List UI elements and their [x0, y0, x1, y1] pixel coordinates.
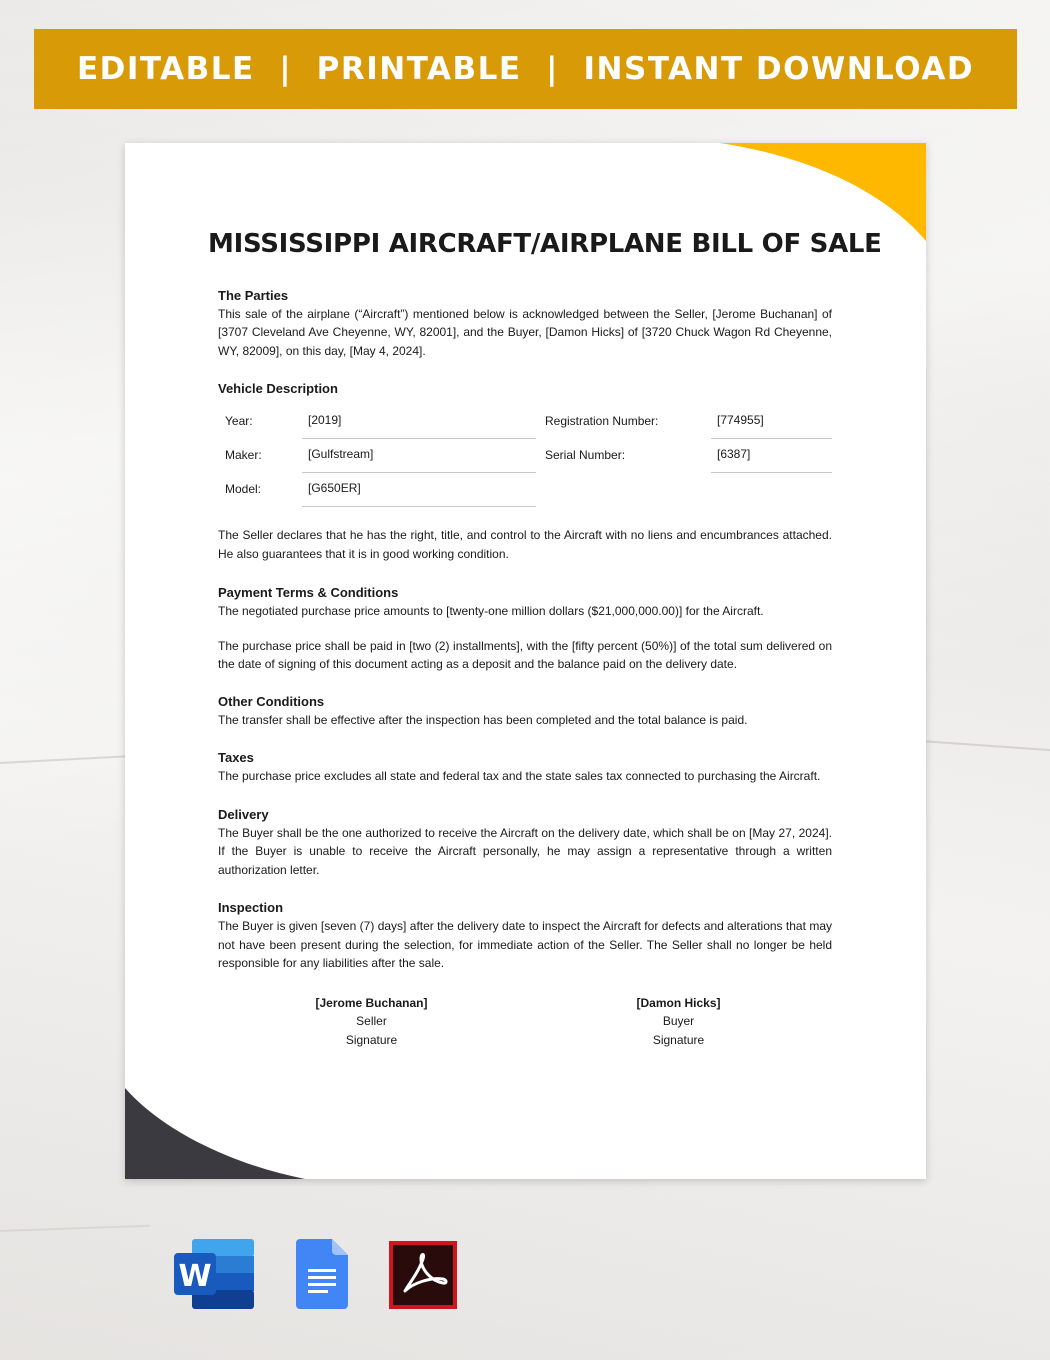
google-docs-icon[interactable]	[296, 1239, 348, 1309]
corner-swoosh-yellow	[720, 143, 926, 241]
section-heading-vehicle: Vehicle Description	[218, 381, 338, 396]
buyer-role: Buyer	[662, 1014, 695, 1028]
vehicle-table-right	[538, 404, 832, 506]
section-heading-inspection: Inspection	[218, 900, 284, 915]
vehicle-row-year	[218, 404, 536, 438]
vehicle-row-maker	[218, 438, 536, 472]
marble-vein	[0, 1225, 150, 1232]
promo-banner	[34, 29, 1017, 109]
seller-declaration-paragraph: The Seller declares that he has the right, title, and control to the Aircraft with no liens and encumbrances attached. He also guarantees that it is in good working condition.	[218, 528, 832, 561]
adobe-pdf-icon[interactable]	[389, 1241, 457, 1309]
document-title: MISSISSIPPI AIRCRAFT/AIRPLANE BILL OF SALE	[208, 229, 882, 259]
delivery-paragraph: The Buyer shall be the one authorized to receive the Aircraft on the delivery date, which shall be on [May 27, 2024]. If the Buyer is unable to receive the Aircraft personally, he may assign a representative through a written authorization letter.	[218, 825, 832, 877]
buyer-name: [Damon Hicks]	[636, 995, 721, 1010]
other-conditions-paragraph: The transfer shall be effective after the inspection has been completed and the total balance is paid.	[218, 712, 748, 727]
payment-paragraph-price: The negotiated purchase price amounts to [twenty-one million dollars ($21,000,000.00)] for the Aircraft.	[218, 604, 764, 618]
vehicle-row-serial	[538, 438, 832, 472]
field-label: Serial Number:	[545, 447, 626, 462]
field-value-registration: [774955]	[711, 404, 832, 439]
vehicle-row-model	[218, 472, 536, 506]
section-heading-parties: The Parties	[218, 287, 289, 303]
section-heading-other: Other Conditions	[218, 693, 325, 709]
field-value-maker: [Gulfstream]	[302, 438, 536, 473]
section-heading-delivery: Delivery	[218, 806, 269, 822]
buyer-signature	[525, 994, 832, 1050]
payment-paragraph-installments: The purchase price shall be paid in [two (2) installments], with the [fifty percent (50%)] of the total sum delivered on the date of signing of this document acting as a deposit and the balance paid on the delivery date.	[218, 638, 832, 671]
microsoft-word-icon[interactable]	[174, 1239, 254, 1309]
section-heading-taxes: Taxes	[218, 750, 254, 765]
corner-swoosh-dark	[125, 1088, 305, 1179]
section-heading-payment: Payment Terms & Conditions	[218, 585, 399, 600]
field-value-model: [G650ER]	[302, 472, 536, 507]
seller-signature	[218, 994, 525, 1050]
taxes-paragraph: The purchase price excludes all state and federal tax and the state sales tax connected to purchasing the Aircraft.	[218, 769, 821, 783]
field-label: Registration Number:	[545, 413, 659, 428]
parties-paragraph: This sale of the airplane (“Aircraft”) mentioned below is acknowledged between the Seller, [Jerome Buchanan] of [3707 Cleveland Ave Cheyenne, WY, 82001], and the Buyer, [Damon Hicks] of [3720 Chuck Wagon Rd Cheyenne, WY, 82009], on this day, [May 4, 2024].	[218, 306, 832, 358]
inspection-paragraph: The Buyer is given [seven (7) days] after the delivery date to inspect the Aircraft for defects and alterations that may not have been present during the selection, for immediate action of the Seller. The Seller shall no longer be held responsible for any liabilities after the sale.	[218, 919, 832, 970]
field-label: Year:	[225, 413, 253, 428]
vehicle-description-table	[218, 404, 832, 506]
seller-name: [Jerome Buchanan]	[315, 995, 428, 1010]
document-page	[125, 143, 926, 1179]
banner-text: EDITABLE | PRINTABLE | INSTANT DOWNLOAD	[76, 51, 975, 87]
document-body	[208, 229, 882, 1049]
field-value-year: [2019]	[302, 404, 536, 439]
seller-role: Seller	[356, 1014, 387, 1028]
buyer-signature-line: Signature	[652, 1032, 705, 1047]
svg-text:W: W	[178, 1259, 212, 1294]
seller-signature-line: Signature	[345, 1032, 398, 1047]
vehicle-table-left	[218, 404, 536, 506]
vehicle-row-registration	[538, 404, 832, 438]
field-value-serial: [6387]	[711, 438, 832, 473]
field-label: Model:	[225, 481, 262, 496]
signature-block	[218, 994, 832, 1050]
marble-vein	[920, 740, 1050, 752]
field-label: Maker:	[225, 447, 262, 462]
